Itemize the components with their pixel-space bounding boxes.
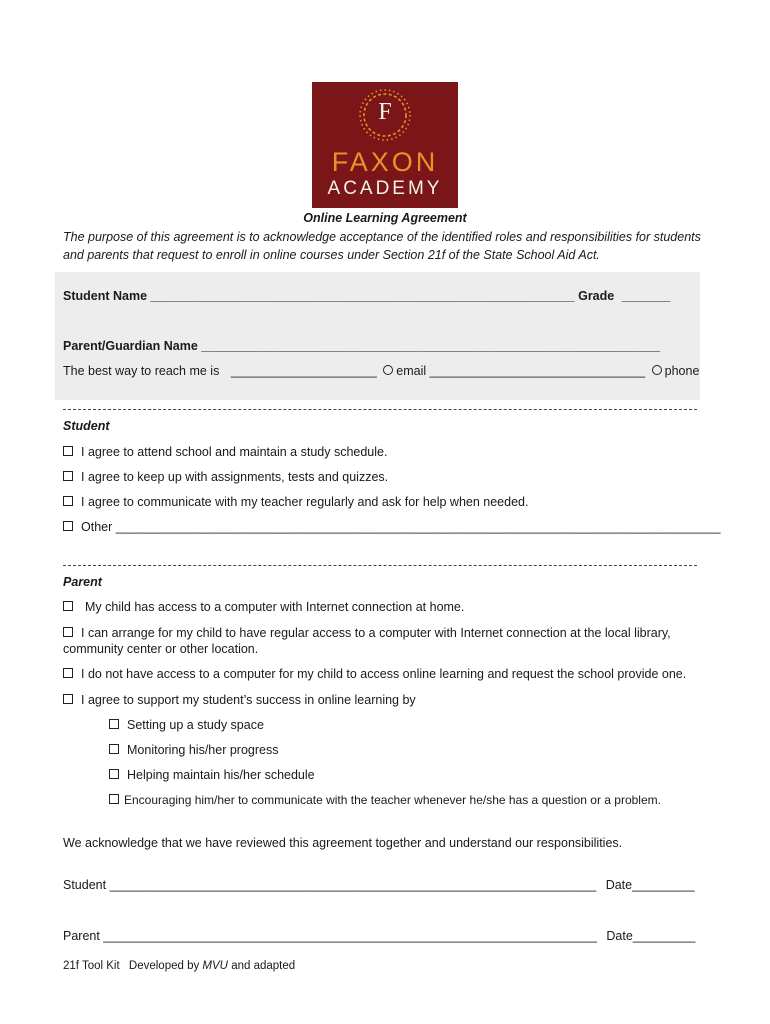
phone-radio[interactable] — [652, 365, 662, 375]
checkbox-icon[interactable] — [109, 719, 119, 729]
reach-field[interactable]: _____________________ — [230, 364, 377, 378]
checkbox-icon[interactable] — [63, 521, 73, 531]
email-label: email — [396, 364, 427, 378]
parent-item-text: I do not have access to a computer for my child to access online learning and request the school provide one. — [81, 667, 687, 681]
checkbox-icon[interactable] — [63, 471, 73, 481]
checkbox-icon[interactable] — [63, 694, 73, 704]
parent-item — [63, 625, 703, 657]
footer-org: MVU — [202, 960, 228, 972]
parent-name-row — [63, 339, 660, 353]
student-signature-field[interactable]: ______________________________________________________________________ — [109, 878, 597, 892]
email-radio[interactable] — [383, 365, 393, 375]
parent-subitem — [109, 793, 661, 807]
student-name-field[interactable]: _____________________________________________________________ — [150, 289, 575, 303]
checkbox-icon[interactable] — [109, 744, 119, 754]
document-title: Online Learning Agreement — [303, 211, 467, 225]
student-item — [63, 470, 388, 484]
date-label: Date — [606, 929, 633, 943]
checkbox-icon[interactable] — [109, 769, 119, 779]
checkbox-icon[interactable] — [63, 627, 73, 637]
footer-adapted: and adapted — [231, 960, 296, 972]
faxon-academy-logo — [312, 82, 458, 208]
footer-developed: Developed by — [128, 960, 200, 972]
checkbox-icon[interactable] — [63, 446, 73, 456]
parent-item — [63, 693, 416, 707]
parent-date-field[interactable]: _________ — [632, 929, 696, 943]
parent-item-text: I agree to support my student’s success in online learning by — [81, 693, 416, 707]
student-item-text: I agree to keep up with assignments, tests and quizzes. — [81, 470, 389, 484]
grade-field[interactable]: _______ — [621, 289, 671, 303]
section-divider — [63, 409, 697, 410]
student-other-field[interactable]: Other _______________________________________________________________________________________ — [81, 520, 721, 534]
parent-subitem — [109, 718, 264, 732]
parent-subitem-text: Monitoring his/her progress — [127, 743, 279, 757]
student-signature-label: Student — [63, 878, 107, 892]
student-item-text: I agree to communicate with my teacher regularly and ask for help when needed. — [81, 495, 529, 509]
acknowledgement-text: We acknowledge that we have reviewed this agreement together and understand our responsibilities. — [63, 836, 623, 850]
parent-item — [63, 667, 686, 681]
parent-subitem — [109, 768, 315, 782]
parent-name-field[interactable]: __________________________________________________________________ — [201, 339, 661, 353]
logo-subname: ACADEMY — [327, 178, 443, 199]
parent-name-label: Parent/Guardian Name — [63, 339, 198, 353]
contact-row — [63, 364, 699, 378]
student-item — [63, 445, 387, 459]
checkbox-icon[interactable] — [63, 496, 73, 506]
student-item — [63, 495, 528, 509]
parent-signature-row — [63, 929, 695, 943]
logo-letter: F — [378, 99, 392, 125]
student-name-row — [63, 289, 670, 303]
student-date-field[interactable]: _________ — [632, 878, 695, 892]
grade-label: Grade — [578, 289, 615, 303]
student-item — [63, 520, 721, 534]
section-divider — [63, 565, 697, 566]
checkbox-icon[interactable] — [63, 601, 73, 611]
parent-signature-label: Parent — [63, 929, 100, 943]
parent-subitem-text: Setting up a study space — [127, 718, 264, 732]
phone-label: phone — [664, 364, 700, 378]
parent-item-text: My child has access to a computer with Internet connection at home. — [85, 600, 465, 614]
parent-subitem — [109, 743, 278, 757]
footer-kit: 21f Tool Kit — [63, 960, 120, 972]
parent-item — [63, 600, 464, 614]
parent-item-text: I can arrange for my child to have regular access to a computer with Internet connection at the local library, community center or other location. — [63, 626, 671, 656]
student-name-label: Student Name — [63, 289, 148, 303]
parent-subitem-text: Encouraging him/her to communicate with the teacher whenever he/she has a question or a problem. — [124, 793, 661, 807]
student-signature-row — [63, 878, 695, 892]
date-label: Date — [605, 878, 633, 892]
parent-signature-field[interactable]: _______________________________________________________________________ — [103, 929, 597, 943]
purpose-text: The purpose of this agreement is to acknowledge acceptance of the identified roles and responsibilities for students and parents that request to enroll in online courses under Section 21f of the State School Aid Act. — [63, 230, 701, 262]
reach-label: The best way to reach me is — [63, 364, 220, 378]
footer — [63, 960, 295, 972]
email-field[interactable]: _______________________________ — [429, 364, 646, 378]
logo-name: FAXON — [331, 147, 439, 177]
parent-heading: Parent — [63, 575, 102, 589]
checkbox-icon[interactable] — [63, 668, 73, 678]
parent-subitem-text: Helping maintain his/her schedule — [127, 768, 315, 782]
student-heading: Student — [63, 419, 110, 433]
student-item-text: I agree to attend school and maintain a study schedule. — [81, 445, 388, 459]
checkbox-icon[interactable] — [109, 794, 119, 804]
